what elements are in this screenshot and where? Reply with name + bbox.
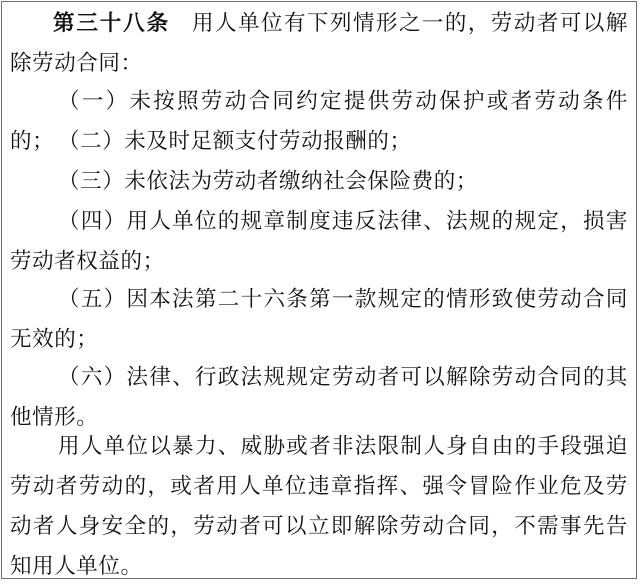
list-item-4: （四）用人单位的规章制度违反法律、法规的规定，损害劳动者权益的； (10, 209, 628, 274)
list-item-3: （三）未依法为劳动者缴纳社会保险费的； (58, 169, 478, 194)
closing-paragraph: 用人单位以暴力、威胁或者非法限制人身自由的手段强迫劳动者劳动的，或者用人单位违章指挥、强令冒险作业危及劳动者人身安全的，劳动者可以立即解除劳动合同，不需事先告知用人单位。 (10, 434, 628, 579)
document-page (1, 1, 637, 579)
article-paragraph (10, 4, 628, 84)
article-intro: 用人单位有下列情形之一的，劳动者可以解除劳动合同： (10, 11, 628, 76)
article-number: 第三十八条 (53, 11, 170, 36)
list-item-1: （一）未按照劳动合同约定提供劳动保护或者劳动条件的； (10, 89, 628, 154)
list-item-5: （五）因本法第二十六条第一款规定的情形致使劳动合同无效的； (10, 287, 628, 352)
list-item-2: （二）未及时足额支付劳动报酬的； (58, 129, 412, 154)
list-item-6: （六）法律、行政法规规定劳动者可以解除劳动合同的其他情形。 (10, 365, 628, 430)
